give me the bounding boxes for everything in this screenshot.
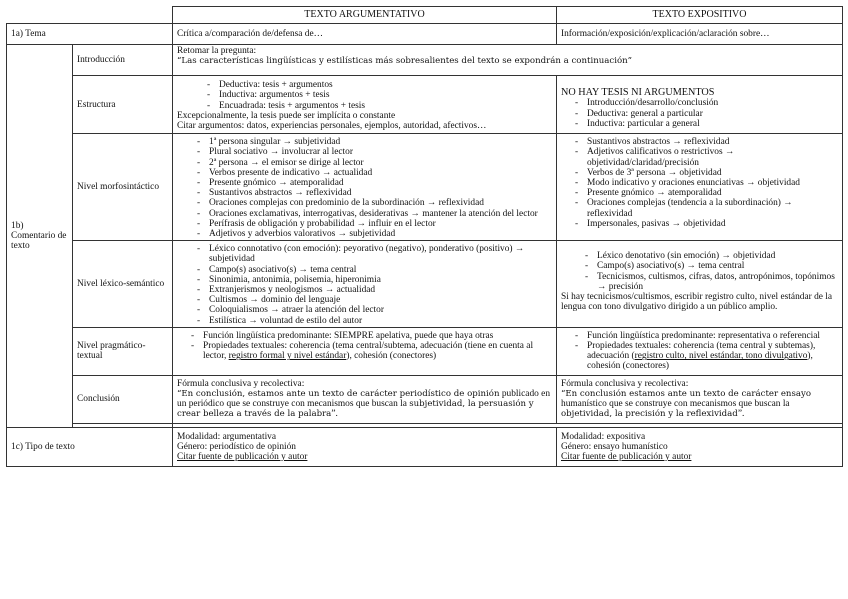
blank-header-cell	[7, 7, 173, 24]
conclusion-arg	[173, 375, 557, 423]
conclusion-arg-quote-a: “En conclusión, estamos ante un texto de carácter periodístico de opinión	[177, 388, 500, 399]
list-item: - Función lingüística predominante: representativa o referencial	[587, 331, 838, 341]
list-item: - Léxico connotativo (con emoción): peyorativo (negativo), ponderativo (positivo) → subjetividad	[209, 244, 552, 264]
estructura-label: Estructura	[73, 76, 173, 134]
list-item: - Sinonimia, antonimia, polisemia, hiperonimia	[209, 275, 552, 285]
list-item: - Deductiva: tesis + argumentos	[219, 80, 552, 90]
list-item: - 2ª persona → el emisor se dirige al lector	[209, 158, 552, 168]
row-tema	[7, 24, 843, 45]
conclusion-arg-quote-b: publicado en un periódico que se construye con mecanismos que buscan la	[177, 388, 551, 410]
list-item: - Campo(s) asociativo(s) → tema central	[597, 261, 838, 271]
tipo-label: 1c) Tipo de texto	[7, 427, 173, 467]
pragmatico-arg-underlined: registro formal y nivel estándar	[228, 351, 347, 362]
list-item: - Verbos presente de indicativo → actualidad	[209, 168, 552, 178]
conclusion-arg-quote-d: ”.	[331, 409, 338, 420]
pragmatico-exp-underlined: registro culto, nivel estándar, tono divulgativo	[634, 351, 808, 362]
list-item: - Modo indicativo y oraciones enunciativas → objetividad	[587, 178, 838, 188]
list-item: - Introducción/desarrollo/conclusión	[587, 98, 838, 108]
introduccion-label: Introducción	[73, 45, 173, 76]
list-item: - Verbos de 3ª persona → objetividad	[587, 168, 838, 178]
lexico-label: Nivel léxico-semántico	[73, 241, 173, 328]
list-item: - Estilística → voluntad de estilo del autor	[209, 316, 552, 326]
pragmatico-arg	[173, 327, 557, 375]
tema-arg: Crítica a/comparación de/defensa de…	[173, 24, 557, 45]
estructura-arg-note2: Citar argumentos: datos, experiencias personales, ejemplos, autoridad, afectivos…	[177, 121, 487, 132]
pragmatico-arg-text-a: Propiedades textuales: coherencia (tema central/subtema, adecuación (tiene en cuenta al lector,	[203, 341, 534, 362]
list-item: - Sustantivos abstractos → reflexividad	[587, 137, 838, 147]
conclusion-exp-quote-b: humanístico que se construye con mecanismos que buscan la	[561, 399, 790, 410]
list-item	[587, 341, 838, 372]
tipo-arg	[173, 427, 557, 467]
list-item: - Presente gnómico → atemporalidad	[209, 178, 552, 188]
estructura-arg	[173, 76, 557, 134]
tipo-exp-modalidad: Modalidad: expositiva	[561, 431, 646, 442]
list-item: - Campo(s) asociativo(s) → tema central	[209, 265, 552, 275]
conclusion-exp-quote-d: ”.	[737, 409, 745, 420]
list-item: - Inductiva: particular a general	[587, 119, 838, 129]
conclusion-arg-formula: Fórmula conclusiva y recolectiva:	[177, 378, 305, 389]
tema-exp: Información/exposición/explicación/aclaración sobre…	[557, 24, 843, 45]
morfosintactico-label: Nivel morfosintáctico	[73, 134, 173, 241]
list-item: - Plural sociativo → involucrar al lector	[209, 147, 552, 157]
header-expositivo: TEXTO EXPOSITIVO	[557, 7, 843, 24]
list-item: - Léxico denotativo (sin emoción) → objetividad	[597, 251, 838, 261]
list-item: - Oraciones complejas con predominio de la subordinación → reflexividad	[209, 198, 552, 208]
pragmatico-arg-list	[177, 331, 552, 362]
comentario-label: 1b) Comentario de texto	[7, 45, 73, 427]
list-item: - Impersonales, pasivas → objetividad	[587, 219, 838, 229]
conclusion-arg-quote-c: subjetividad, la persuasión y crear belleza a través de la palabra	[177, 399, 534, 420]
row-tipo	[7, 427, 843, 467]
header-row	[7, 7, 843, 24]
list-item: - Adjetivos y adverbios valorativos → subjetividad	[209, 229, 552, 239]
estructura-exp-heading: NO HAY TESIS NI ARGUMENTOS	[561, 87, 715, 99]
list-item: - Oraciones exclamativas, interrogativas, desiderativas → mantener la atención del lector	[209, 209, 552, 219]
tipo-exp-genero: Género: ensayo humanístico	[561, 441, 668, 452]
estructura-exp-list	[561, 98, 838, 129]
introduccion-cell	[173, 45, 843, 76]
tipo-exp-citar: Citar fuente de publicación y autor	[561, 451, 692, 462]
morfosintactico-exp-list	[561, 137, 838, 229]
introduccion-line: Retomar la pregunta:	[177, 46, 257, 57]
pragmatico-arg-text-b: ), cohesión (conectores)	[346, 351, 437, 362]
list-item: - Función lingüística predominante: SIEMPRE apelativa, puede que haya otras	[203, 331, 552, 341]
tipo-arg-citar: Citar fuente de publicación y autor	[177, 451, 308, 462]
list-item: - Tecnicismos, cultismos, cifras, datos, antropónimos, topónimos → precisión	[597, 272, 838, 292]
conclusion-exp-quote-a: “En conclusión estamos ante un texto de carácter ensayo	[561, 388, 812, 399]
list-item: - Cultismos → dominio del lenguaje	[209, 295, 552, 305]
morfosintactico-exp	[557, 134, 843, 241]
list-item	[203, 341, 552, 361]
list-item: - Inductiva: argumentos + tesis	[219, 90, 552, 100]
row-estructura	[7, 76, 843, 134]
list-item: - Adjetivos calificativos o restrictivos → objetividad/claridad/precisión	[587, 147, 838, 167]
pragmatico-exp-list	[561, 331, 838, 372]
pragmatico-exp-text-a: Propiedades textuales: coherencia (tema central y subtemas), adecuación (	[587, 341, 816, 362]
introduccion-quote: “Las características lingüísticas y estilísticas más sobresalientes del texto se expondrán a continuación”	[177, 56, 633, 67]
pragmatico-exp-text-b: ), cohesión (conectores)	[587, 351, 813, 372]
estructura-arg-list	[177, 80, 552, 111]
tipo-arg-modalidad: Modalidad: argumentativa	[177, 431, 277, 442]
list-item: - Sustantivos abstractos → reflexividad	[209, 188, 552, 198]
morfosintactico-arg-list	[177, 137, 552, 239]
tipo-arg-genero: Género: periodístico de opinión	[177, 441, 296, 452]
comparison-table	[6, 6, 843, 467]
tema-label: 1a) Tema	[7, 24, 173, 45]
row-lexico	[7, 241, 843, 328]
header-argumentativo: TEXTO ARGUMENTATIVO	[173, 7, 557, 24]
row-pragmatico	[7, 327, 843, 375]
conclusion-exp-quote	[561, 389, 838, 420]
row-introduccion	[7, 45, 843, 76]
lexico-exp-note: Si hay tecnicismos/cultismos, escribir registro culto, nivel estándar de la lengua con tono divulgativo dirigido a un público amplio.	[561, 292, 833, 313]
conclusion-arg-quote	[177, 389, 552, 420]
list-item: - Encuadrada: tesis + argumentos + tesis	[219, 101, 552, 111]
lexico-arg-list	[177, 244, 552, 326]
list-item: - Deductiva: general a particular	[587, 109, 838, 119]
lexico-exp-list	[561, 251, 838, 292]
tipo-exp	[557, 427, 843, 467]
pragmatico-exp	[557, 327, 843, 375]
list-item: - Oraciones complejas (tendencia a la subordinación) → reflexividad	[587, 198, 838, 218]
conclusion-label: Conclusión	[73, 375, 173, 423]
lexico-exp	[557, 241, 843, 328]
row-morfosintactico	[7, 134, 843, 241]
estructura-exp	[557, 76, 843, 134]
list-item: - Coloquialismos → atraer la atención del lector	[209, 305, 552, 315]
lexico-arg	[173, 241, 557, 328]
estructura-arg-note1: Excepcionalmente, la tesis puede ser implícita o constante	[177, 110, 396, 121]
conclusion-exp-quote-c: objetividad, la precisión y la reflexividad	[561, 409, 738, 420]
list-item: - Extranjerismos y neologismos → actualidad	[209, 285, 552, 295]
list-item: - Presente gnómico → atemporalidad	[587, 188, 838, 198]
list-item: - 1ª persona singular → subjetividad	[209, 137, 552, 147]
row-conclusion	[7, 375, 843, 423]
list-item: - Perífrasis de obligación y probabilidad → influir en el lector	[209, 219, 552, 229]
pragmatico-label: Nivel pragmático-textual	[73, 327, 173, 375]
conclusion-exp	[557, 375, 843, 423]
conclusion-exp-formula: Fórmula conclusiva y recolectiva:	[561, 378, 689, 389]
morfosintactico-arg	[173, 134, 557, 241]
